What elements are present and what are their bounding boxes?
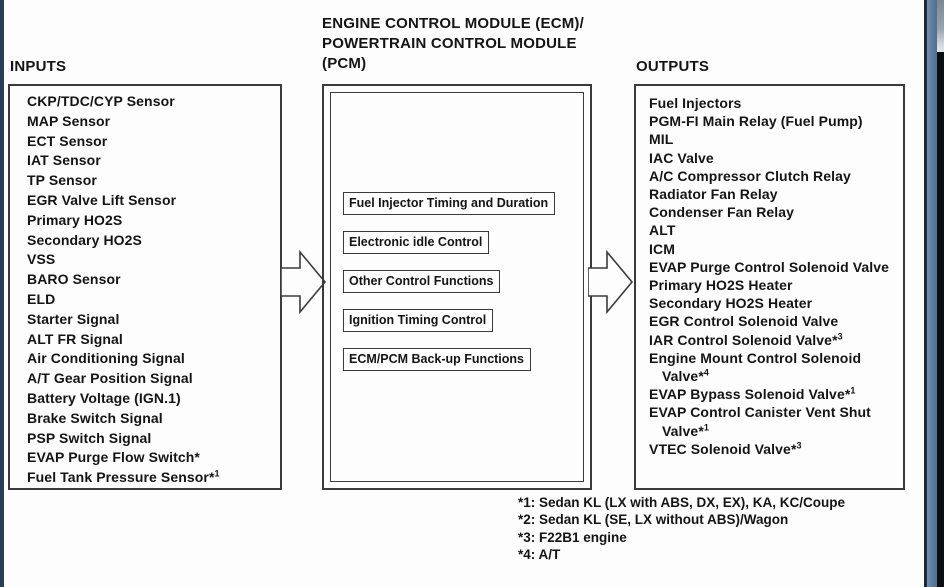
output-item: Primary HO2S Heater xyxy=(649,277,793,294)
output-item: Radiator Fan Relay xyxy=(649,186,778,203)
input-item: Battery Voltage (IGN.1) xyxy=(27,389,181,406)
output-item: IAR Control Solenoid Valve*$^3$ xyxy=(649,330,843,348)
outputs-box xyxy=(634,84,905,490)
inputs-heading: INPUTS xyxy=(10,58,67,75)
input-item: Primary HO2S xyxy=(27,211,123,228)
ecm-title-line: ENGINE CONTROL MODULE (ECM)/ xyxy=(322,15,584,32)
output-item: EGR Control Solenoid Valve xyxy=(649,313,839,330)
output-item: VTEC Solenoid Valve*$^3$ xyxy=(649,440,802,457)
outputs-heading: OUTPUTS xyxy=(636,58,710,75)
input-item: Brake Switch Signal xyxy=(27,409,163,426)
footnotes xyxy=(518,494,928,564)
inputs-list xyxy=(10,86,280,488)
scrollbar-track[interactable] xyxy=(937,0,944,587)
footnote-line: *2: Sedan KL (SE, LX without ABS)/Wagon xyxy=(518,512,789,528)
ecm-function-box: Fuel Injector Timing and Duration xyxy=(343,192,555,215)
footnote-marker: 1 xyxy=(214,468,220,479)
ecm-function-box: Electronic idle Control xyxy=(343,231,489,254)
input-item: VSS xyxy=(27,251,56,268)
footnote-marker: 1 xyxy=(850,385,856,396)
output-item: EVAP Bypass Solenoid Valve*$^1$ xyxy=(649,385,856,403)
footnote-marker: 1 xyxy=(703,422,709,432)
output-item: EVAP Purge Control Solenoid Valve xyxy=(649,258,890,275)
output-item: EVAP Control Canister Vent Shut Valve*$^1$ xyxy=(649,404,871,439)
scrollbar-thumb[interactable] xyxy=(937,0,944,52)
ecm-title xyxy=(322,14,622,74)
ecm-function-box: Other Control Functions xyxy=(343,270,500,293)
input-item: EGR Valve Lift Sensor xyxy=(27,191,177,208)
input-item: Starter Signal xyxy=(27,310,120,327)
input-item: ELD xyxy=(27,290,56,307)
ecm-function-box: ECM/PCM Back-up Functions xyxy=(343,348,531,371)
ecm-title-line: (PCM) xyxy=(322,55,367,72)
output-item: Condenser Fan Relay xyxy=(649,204,795,221)
ecm-function-list xyxy=(343,192,555,371)
input-item: EVAP Purge Flow Switch* xyxy=(27,449,200,466)
ecm-to-outputs-arrow-icon xyxy=(588,250,634,314)
ecm-title-line: POWERTRAIN CONTROL MODULE xyxy=(322,35,577,52)
footnote-marker: 4 xyxy=(703,367,709,378)
input-item: IAT Sensor xyxy=(27,152,101,169)
inputs-to-ecm-arrow-icon xyxy=(281,250,327,314)
input-item: Air Conditioning Signal xyxy=(27,350,185,367)
output-item: PGM-FI Main Relay (Fuel Pump) xyxy=(649,113,863,130)
inputs-box xyxy=(8,84,282,490)
output-item: Fuel Injectors xyxy=(649,95,742,111)
footnote-line: *4: A/T xyxy=(518,547,561,563)
footnote-line: *1: Sedan KL (LX with ABS, DX, EX), KA, KC/Coupe xyxy=(518,495,846,510)
input-item: ALT FR Signal xyxy=(27,330,123,347)
output-item: IAC Valve xyxy=(649,149,714,166)
outputs-list xyxy=(636,86,903,458)
input-item: A/T Gear Position Signal xyxy=(27,370,193,387)
input-item: ECT Sensor xyxy=(27,132,108,149)
footnote-marker: 3 xyxy=(796,440,802,451)
window-chrome-bar xyxy=(927,0,937,587)
input-item: Secondary HO2S xyxy=(27,231,142,248)
footnote-marker: 3 xyxy=(837,330,843,341)
footnote-line: *3: F22B1 engine xyxy=(518,529,627,545)
output-item: ALT xyxy=(649,222,676,239)
input-item: MAP Sensor xyxy=(27,112,111,129)
output-item: Secondary HO2S Heater xyxy=(649,295,813,312)
ecm-function-box: Ignition Timing Control xyxy=(343,309,493,332)
input-item: Fuel Tank Pressure Sensor*$^1$ xyxy=(27,468,220,486)
output-item: MIL xyxy=(649,131,674,148)
input-item: CKP/TDC/CYP Sensor xyxy=(27,93,175,109)
output-item: ICM xyxy=(649,240,675,257)
input-item: BARO Sensor xyxy=(27,271,121,288)
output-item: A/C Compressor Clutch Relay xyxy=(649,167,851,184)
output-item: Engine Mount Control Solenoid Valve*$^4$ xyxy=(649,349,862,385)
input-item: TP Sensor xyxy=(27,172,97,189)
input-item: PSP Switch Signal xyxy=(27,429,152,446)
page-left-edge-bar xyxy=(0,0,4,587)
